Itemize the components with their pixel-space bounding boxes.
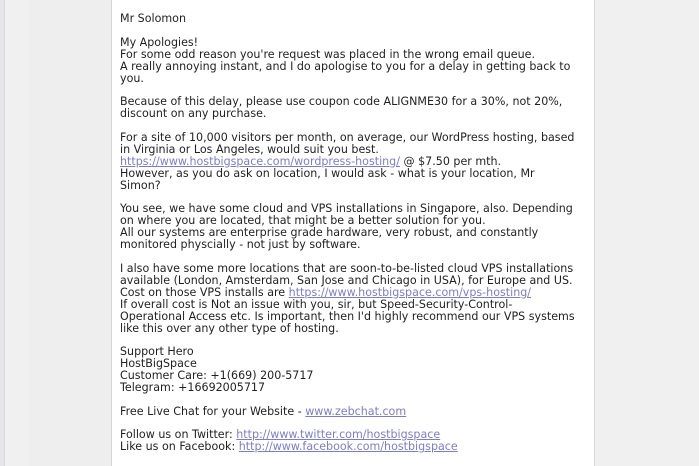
text-line: like this over any other type of hosting. (120, 321, 339, 335)
coupon-paragraph (120, 96, 590, 120)
left-window-edge (0, 0, 5, 466)
text-line: https://www.hostbigspace.com/wordpress-hosting/ @ $7.50 per mth. (120, 154, 502, 168)
wordpress-hosting-link[interactable]: https://www.hostbigspace.com/wordpress-hosting/ (120, 154, 400, 168)
text-line: Cost on those VPS installs are https://www.hostbigspace.com/vps-hosting/ (120, 285, 532, 299)
text-line: Because of this delay, please use coupon code ALIGNME30 for a 30%, not 20%, (120, 95, 563, 108)
vps-locations-paragraph (120, 263, 590, 335)
live-chat-line: Free Live Chat for your Website - www.zebchat.com (120, 404, 407, 418)
text-line: on where you are located, that might be a better solution for you. (120, 214, 486, 227)
greeting: Mr Solomon (120, 12, 186, 25)
text-line: A really annoying instant, and I do apologise to you for a delay in getting back to (120, 59, 571, 73)
text-line: in Virginia or Los Angeles, would suit you best. (120, 142, 379, 156)
email-text (120, 13, 590, 465)
text-line: Operational Access etc. Is important, then I'd highly recommend our VPS systems (120, 309, 575, 323)
text-line: you. (120, 71, 144, 85)
singapore-paragraph (120, 203, 590, 251)
signature (120, 346, 590, 394)
text-line: available (London, Amsterdam, San Jose and Chicago in USA), for Europe and US. (120, 273, 573, 287)
signature-line: Customer Care: +1(669) 200-5717 (120, 369, 314, 382)
text-line: You see, we have some cloud and VPS installations in Singapore, also. Depending (120, 202, 573, 215)
social-links: Follow us on Twitter: http://www.twitter.com/hostbigspace Like us on Facebook: http://www.facebook.com/hostbigspace (120, 428, 458, 453)
text-line: For some odd reason you're request was placed in the wrong email queue. (120, 47, 535, 61)
text-line: Simon? (120, 178, 161, 192)
signature-line: Telegram: +16692005717 (120, 381, 266, 394)
signature-line: Support Hero (120, 345, 194, 358)
vps-hosting-link[interactable]: https://www.hostbigspace.com/vps-hosting/ (288, 285, 532, 299)
apology-paragraph (120, 37, 590, 85)
text-line: If overall cost is Not an issue with you, sir, but Speed-Security-Control- (120, 297, 513, 311)
wordpress-hosting-paragraph (120, 132, 590, 192)
text-line: discount on any purchase. (120, 107, 267, 120)
text-line: However, as you do ask on location, I would ask - what is your location, Mr (120, 166, 535, 180)
zebchat-link[interactable]: www.zebchat.com (305, 404, 407, 418)
text-line: For a site of 10,000 visitors per month, on average, our WordPress hosting, based (120, 130, 575, 144)
text-line: I also have some more locations that are soon-to-be-listed cloud VPS installations (120, 261, 574, 275)
facebook-link[interactable]: http://www.facebook.com/hostbigspace (238, 440, 458, 453)
text-line: monitored physcially - not just by software. (120, 238, 361, 251)
text-line: All our systems are enterprise grade hardware, very robust, and constantly (120, 226, 539, 239)
signature-line: HostBigSpace (120, 357, 197, 370)
text-line: My Apologies! (120, 35, 199, 49)
twitter-link[interactable]: http://www.twitter.com/hostbigspace (236, 428, 441, 441)
